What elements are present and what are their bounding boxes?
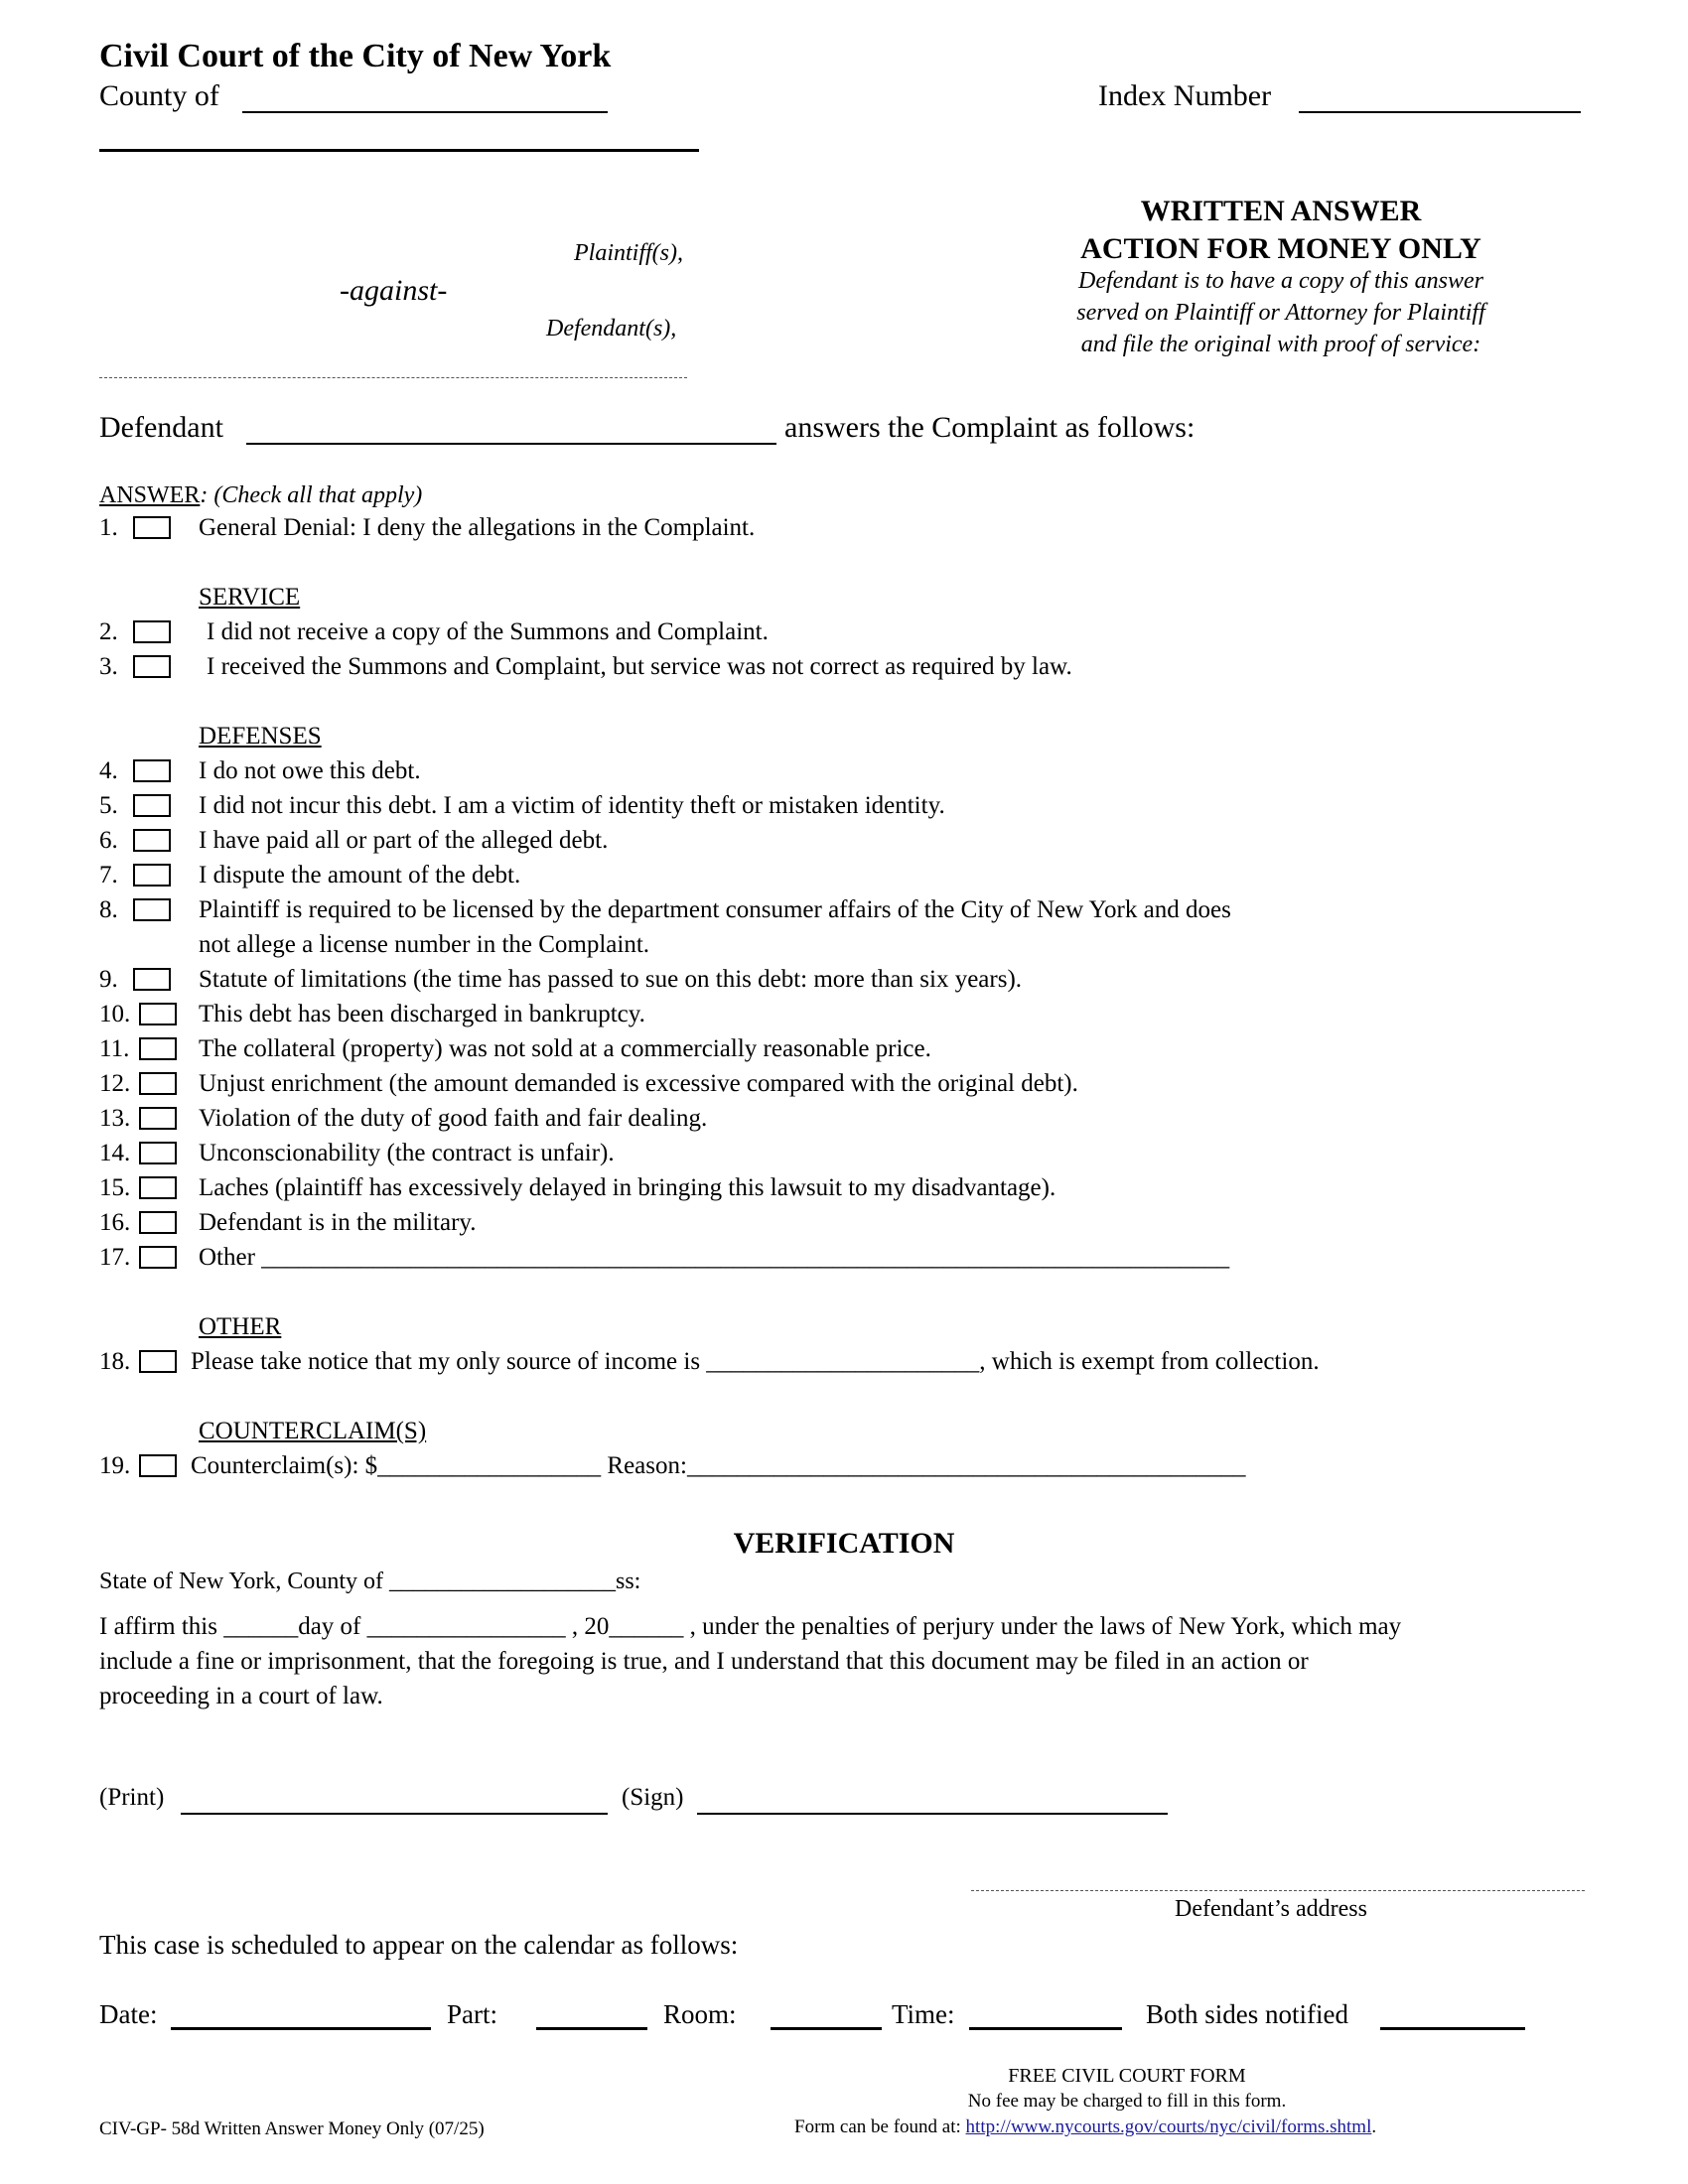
caption-bottom-rule (99, 377, 687, 378)
item-text-continued: not allege a license number in the Complaint. (199, 931, 650, 958)
item-text: I have paid all or part of the alleged debt. (199, 827, 609, 854)
defendant-answer-label: Defendant (99, 411, 223, 444)
item-text: Defendant is in the military. (199, 1209, 477, 1236)
item-number: 11. (99, 1035, 130, 1062)
time-field[interactable] (969, 2027, 1122, 2030)
item-number: 19. (99, 1452, 131, 1479)
plaintiff-label: Plaintiff(s), (574, 240, 683, 266)
against-label: -against- (340, 274, 448, 307)
item-text: Laches (plaintiff has excessively delayed in bringing this lawsuit to my disadvantage). (199, 1174, 1056, 1201)
room-label: Room: (663, 1999, 737, 2029)
counterclaim-heading: COUNTERCLAIM(S) (199, 1418, 427, 1444)
sign-label: (Sign) (622, 1784, 684, 1811)
checkbox-item-5[interactable] (133, 794, 171, 817)
state-county-line: State of New York, County of ___________________ss: (99, 1569, 641, 1594)
item-number: 8. (99, 896, 118, 923)
item-text: Counterclaim(s): $__________________ Reason:_____________________________________________ (191, 1452, 1246, 1479)
checkbox-item-19[interactable] (139, 1454, 177, 1477)
checkbox-item-15[interactable] (139, 1176, 177, 1199)
part-field[interactable] (536, 2027, 647, 2030)
checkbox-item-7[interactable] (133, 864, 171, 887)
affirm-line-3: proceeding in a court of law. (99, 1683, 383, 1709)
defendant-label: Defendant(s), (546, 316, 677, 341)
verification-heading: VERIFICATION (733, 1527, 955, 1560)
item-number: 18. (99, 1348, 131, 1375)
item-number: 14. (99, 1140, 131, 1166)
item-number: 16. (99, 1209, 131, 1236)
county-field[interactable] (242, 111, 608, 113)
checkbox-item-13[interactable] (139, 1107, 177, 1130)
item-text: I did not incur this debt. I am a victim of identity theft or mistaken identity. (199, 792, 945, 819)
caption-top-rule (99, 149, 699, 152)
item-number: 2. (99, 618, 118, 645)
both-sides-notified-field[interactable] (1380, 2027, 1525, 2030)
checkbox-item-9[interactable] (133, 968, 171, 991)
item-text: Please take notice that my only source of income is ______________________, which is exempt from collection. (191, 1348, 1320, 1375)
defendant-address-field[interactable] (971, 1890, 1585, 1891)
checkbox-item-4[interactable] (133, 759, 171, 782)
item-number: 5. (99, 792, 118, 819)
checkbox-item-14[interactable] (139, 1142, 177, 1164)
item-number: 4. (99, 757, 118, 784)
service-heading: SERVICE (199, 584, 301, 611)
other-heading: OTHER (199, 1313, 282, 1340)
checkbox-item-18[interactable] (139, 1350, 177, 1373)
item-text: I dispute the amount of the debt. (199, 862, 521, 888)
checkbox-item-12[interactable] (139, 1072, 177, 1095)
defenses-heading: DEFENSES (199, 723, 322, 750)
instruction-line-3: and file the original with proof of service: (1080, 332, 1481, 357)
defendant-address-label: Defendant’s address (1175, 1896, 1367, 1922)
item-number: 9. (99, 966, 118, 993)
item-number: 15. (99, 1174, 131, 1201)
forms-url-link[interactable]: http://www.nycourts.gov/courts/nyc/civil/forms.shtml (965, 2116, 1372, 2137)
no-fee-label: No fee may be charged to fill in this form. (967, 2091, 1287, 2112)
index-number-field[interactable] (1299, 111, 1581, 113)
time-label: Time: (892, 1999, 955, 2029)
checkbox-item-10[interactable] (139, 1003, 177, 1025)
affirm-line-1: I affirm this ______day of ________________ , 20______ , under the penalties of perjury under the laws of New York, which may (99, 1613, 1402, 1640)
item-text: I do not owe this debt. (199, 757, 421, 784)
item-number: 13. (99, 1105, 131, 1132)
item-number: 6. (99, 827, 118, 854)
item-text: Other ______________________________________________________________________________ (199, 1244, 1230, 1271)
index-number-label: Index Number (1098, 79, 1272, 112)
checkbox-item-8[interactable] (133, 898, 171, 921)
both-sides-notified-label: Both sides notified (1146, 1999, 1348, 2029)
defendant-name-field[interactable] (246, 443, 776, 445)
checkbox-item-16[interactable] (139, 1211, 177, 1234)
defendant-answer-suffix: answers the Complaint as follows: (784, 411, 1196, 444)
calendar-intro: This case is scheduled to appear on the calendar as follows: (99, 1930, 739, 1960)
item-text: The collateral (property) was not sold at a commercially reasonable price. (199, 1035, 931, 1062)
item-number: 1. (99, 514, 118, 541)
part-label: Part: (447, 1999, 497, 2029)
item-text: I received the Summons and Complaint, but service was not correct as required by law. (207, 653, 1072, 680)
item-number: 12. (99, 1070, 131, 1097)
county-label: County of (99, 79, 219, 112)
instruction-line-1: Defendant is to have a copy of this answer (1078, 268, 1483, 294)
court-name: Civil Court of the City of New York (99, 38, 612, 74)
item-text: Unconscionability (the contract is unfair). (199, 1140, 615, 1166)
signature-field[interactable] (697, 1813, 1168, 1815)
checkbox-item-17[interactable] (139, 1246, 177, 1269)
form-title-line1: WRITTEN ANSWER (1140, 195, 1422, 227)
item-text: General Denial: I deny the allegations in the Complaint. (199, 514, 756, 541)
item-text: I did not receive a copy of the Summons and Complaint. (207, 618, 769, 645)
room-field[interactable] (771, 2027, 882, 2030)
date-label: Date: (99, 1999, 158, 2029)
form-location (794, 2116, 1376, 2138)
date-field[interactable] (171, 2027, 431, 2030)
checkbox-item-6[interactable] (133, 829, 171, 852)
item-text: Statute of limitations (the time has passed to sue on this debt: more than six years). (199, 966, 1023, 993)
checkbox-item-2[interactable] (133, 620, 171, 643)
item-number: 10. (99, 1001, 131, 1027)
print-label: (Print) (99, 1784, 165, 1811)
item-number: 3. (99, 653, 118, 680)
checkbox-item-11[interactable] (139, 1037, 177, 1060)
answer-note: : (Check all that apply) (200, 482, 423, 508)
free-form-label: FREE CIVIL COURT FORM (1008, 2065, 1246, 2087)
instruction-line-2: served on Plaintiff or Attorney for Plaintiff (1076, 300, 1485, 326)
form-id: CIV-GP- 58d Written Answer Money Only (07/25) (99, 2118, 485, 2139)
checkbox-item-1[interactable] (133, 516, 171, 539)
item-number: 17. (99, 1244, 131, 1271)
affirm-line-2: include a fine or imprisonment, that the foregoing is true, and I understand that this document may be filed in an action or (99, 1648, 1309, 1675)
form-title-line2: ACTION FOR MONEY ONLY (1080, 232, 1481, 265)
checkbox-item-3[interactable] (133, 655, 171, 678)
item-text: Plaintiff is required to be licensed by the department consumer affairs of the City of New York and does (199, 896, 1231, 923)
answer-heading-label: ANSWER (99, 482, 201, 508)
item-text: This debt has been discharged in bankruptcy. (199, 1001, 645, 1027)
item-text: Unjust enrichment (the amount demanded is excessive compared with the original debt). (199, 1070, 1078, 1097)
item-number: 7. (99, 862, 118, 888)
item-text: Violation of the duty of good faith and fair dealing. (199, 1105, 708, 1132)
form-location-label: Form can be found at: (794, 2116, 966, 2137)
form-location-end: . (1371, 2116, 1377, 2137)
print-name-field[interactable] (181, 1813, 608, 1815)
answer-heading (99, 482, 422, 509)
